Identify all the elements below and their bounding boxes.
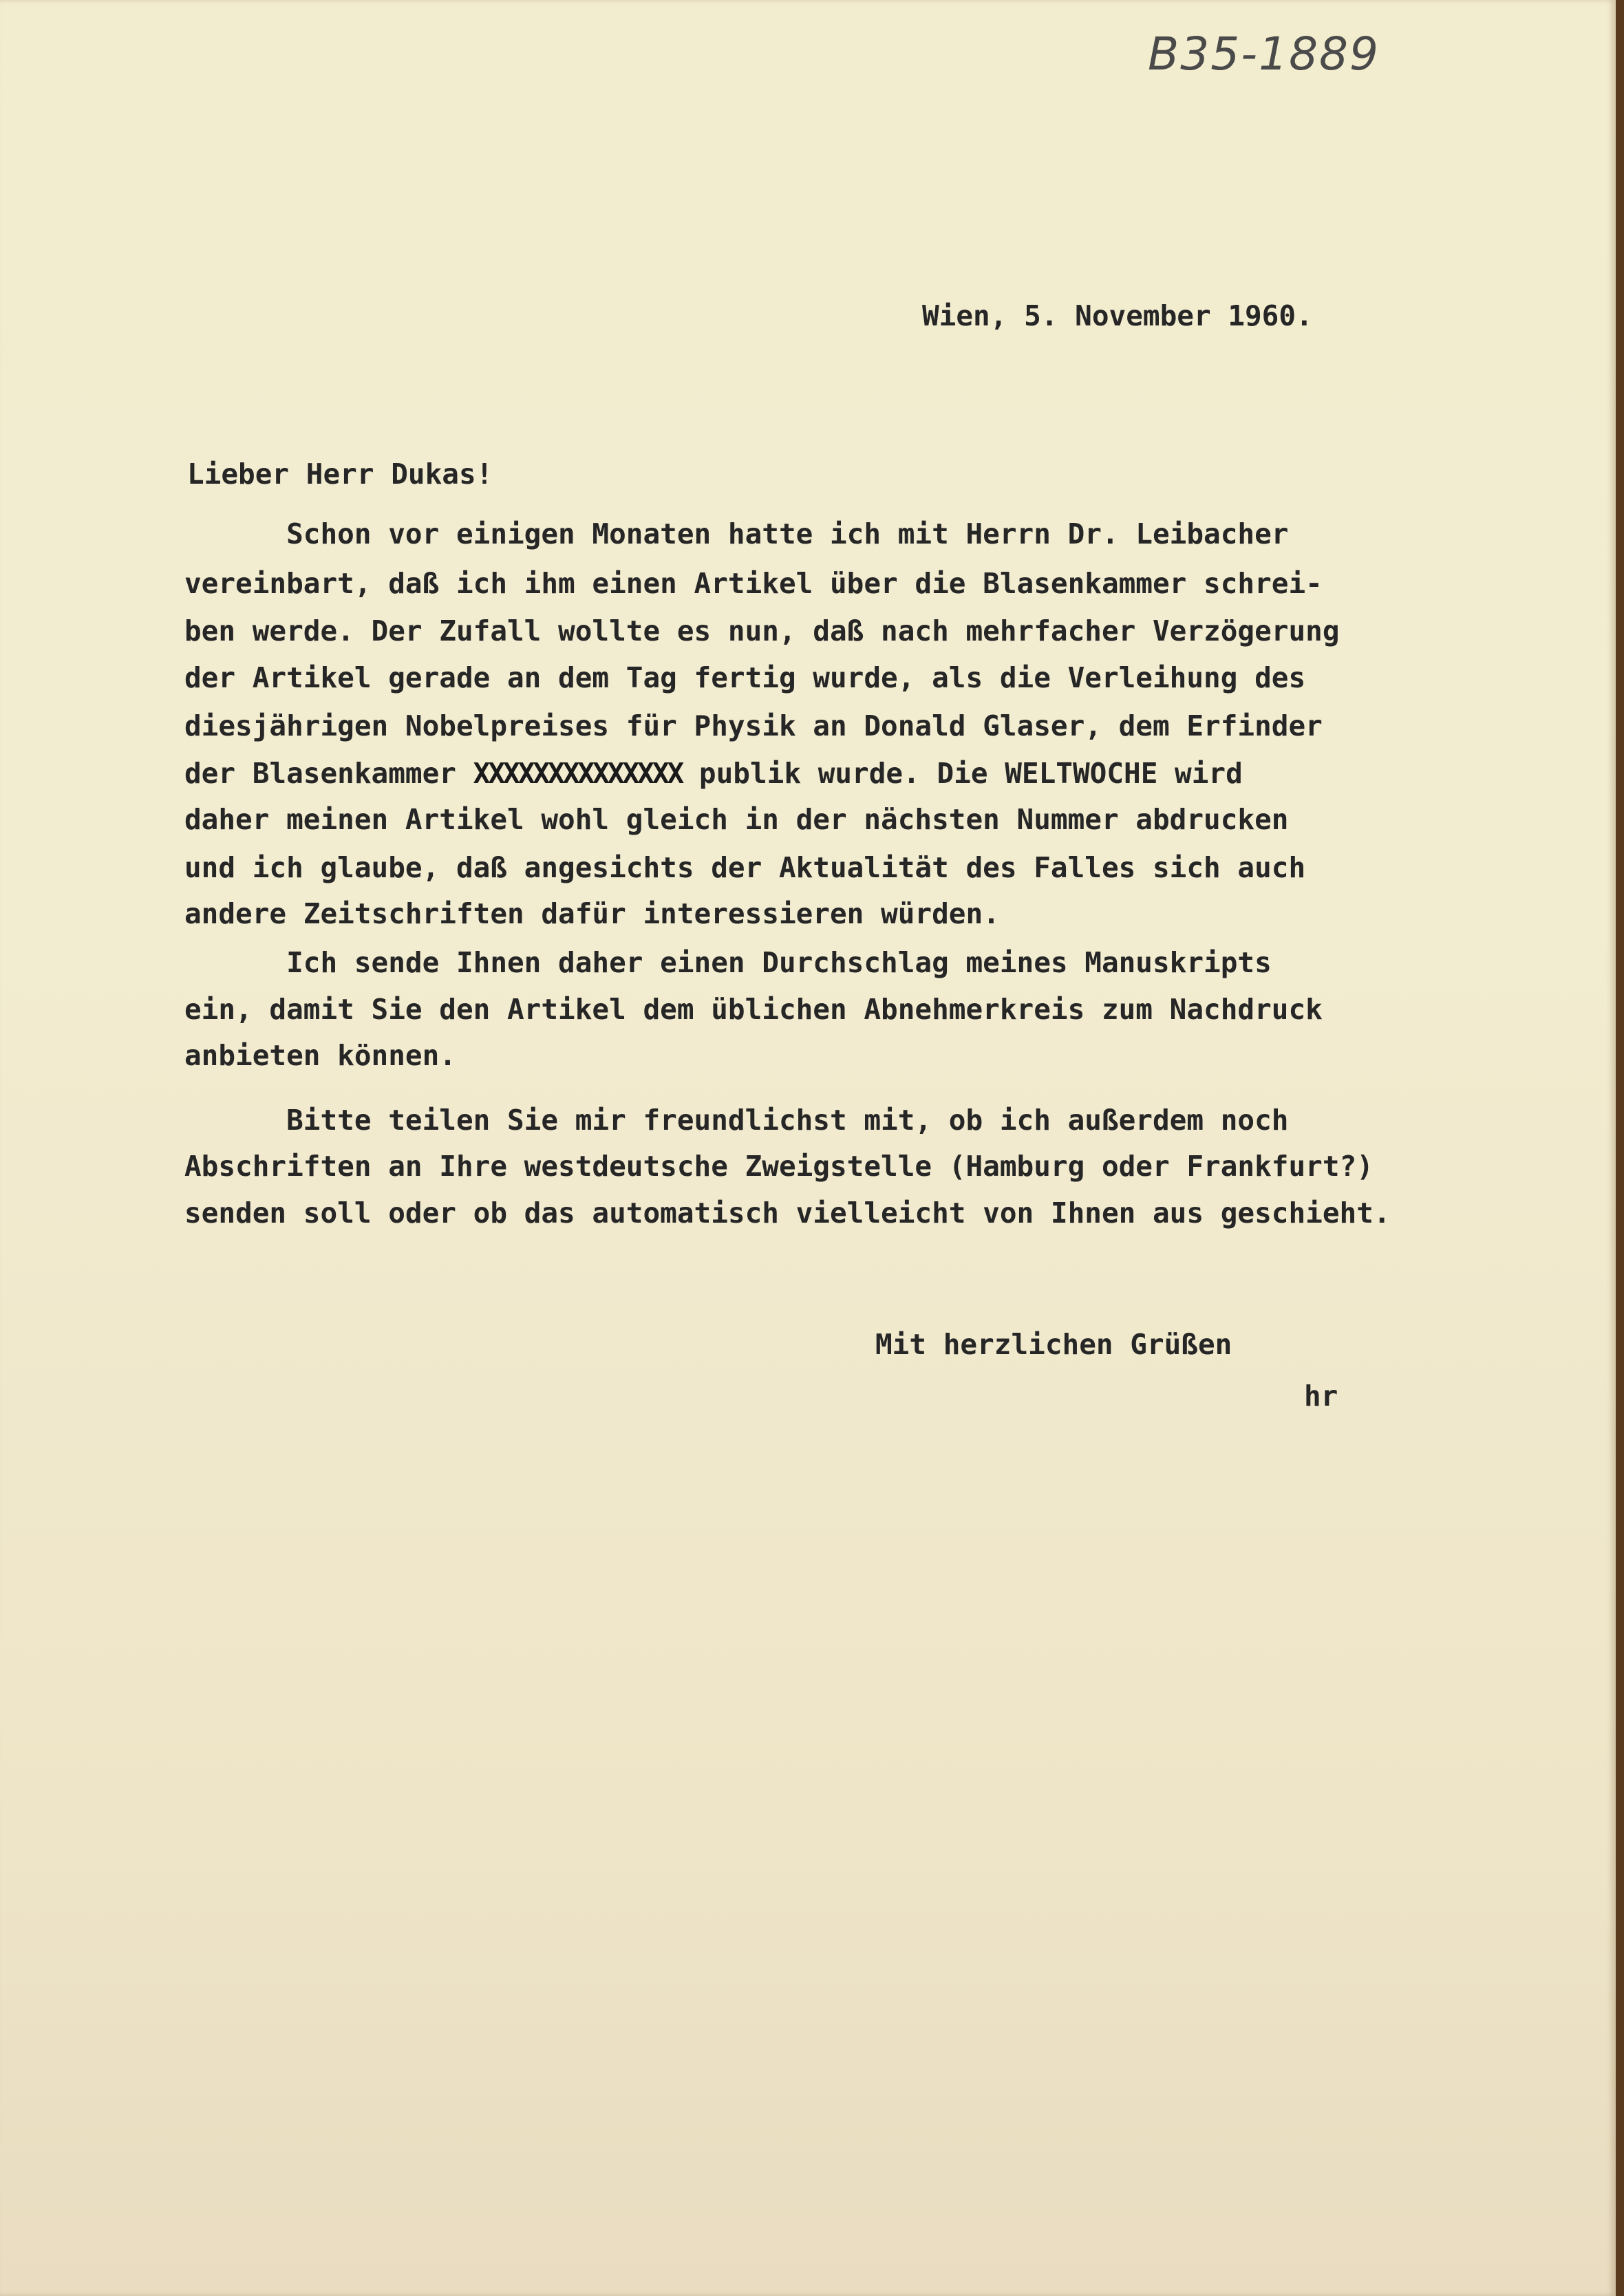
body-line: Bitte teilen Sie mir freundlichst mit, ob ich außerdem noch <box>184 1104 1289 1137</box>
body-line: ben werde. Der Zufall wollte es nun, daß nach mehrfacher Verzögerung <box>184 614 1340 647</box>
body-line: ein, damit Sie den Artikel dem üblichen Abnehmerkreis zum Nachdruck <box>184 993 1323 1026</box>
body-line: vereinbart, daß ich ihm einen Artikel über die Blasenkammer schrei- <box>184 567 1323 600</box>
initials: hr <box>1304 1380 1338 1413</box>
struck-out-text: XXXXXXXXXXXXXX <box>473 757 683 790</box>
body-line-with-strikeout <box>184 757 1243 790</box>
closing: Mit herzlichen Grüßen <box>875 1328 1232 1361</box>
body-line: anbieten können. <box>184 1039 456 1072</box>
body-line: daher meinen Artikel wohl gleich in der nächsten Nummer abdrucken <box>184 803 1289 836</box>
salutation: Lieber Herr Dukas! <box>187 458 493 491</box>
page-edge <box>1616 0 1624 2296</box>
body-line: diesjährigen Nobelpreises für Physik an Donald Glaser, dem Erfinder <box>184 709 1323 742</box>
archive-number: B35-1889 <box>1148 28 1380 81</box>
body-line: der Artikel gerade an dem Tag fertig wurde, als die Verleihung des <box>184 661 1306 694</box>
body-line: Abschriften an Ihre westdeutsche Zweigstelle (Hamburg oder Frankfurt?) <box>184 1150 1374 1183</box>
body-line: andere Zeitschriften dafür interessieren würden. <box>184 897 1000 930</box>
body-line: Ich sende Ihnen daher einen Durchschlag meines Manuskripts <box>184 946 1272 979</box>
body-line: senden soll oder ob das automatisch vielleicht von Ihnen aus geschieht. <box>184 1197 1391 1230</box>
line-text: publik wurde. Die WELTWOCHE wird <box>682 757 1243 790</box>
body-line: und ich glaube, daß angesichts der Aktualität des Falles sich auch <box>184 851 1306 884</box>
line-text: der Blasenkammer <box>184 757 473 790</box>
letter-date: Wien, 5. November 1960. <box>922 299 1313 332</box>
body-line: Schon vor einigen Monaten hatte ich mit Herrn Dr. Leibacher <box>184 517 1289 550</box>
